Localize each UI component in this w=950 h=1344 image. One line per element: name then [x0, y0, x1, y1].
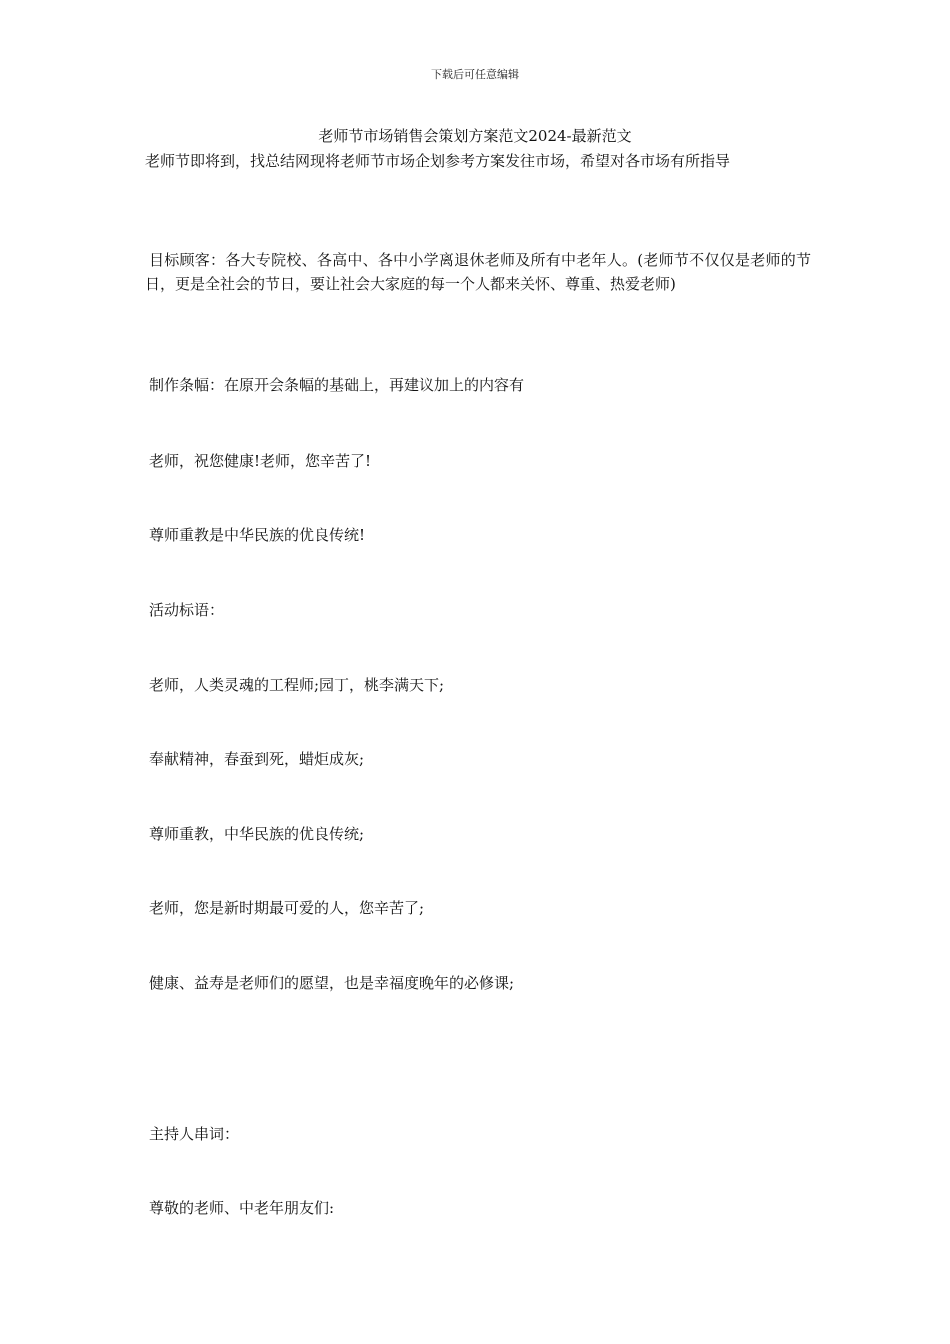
paragraph-banner-line-2: 尊师重教是中华民族的优良传统! [149, 526, 366, 544]
paragraph-slogans-heading: 活动标语： [149, 601, 225, 619]
paragraph-banner: 制作条幅：在原开会条幅的基础上，再建议加上的内容有 [149, 376, 525, 394]
paragraph-slogan-1: 老师，人类灵魂的工程师;园丁，桃李满天下; [149, 676, 445, 694]
paragraph-slogan-4: 老师，您是新时期最可爱的人，您辛苦了; [149, 899, 425, 917]
paragraph-target-customers: 目标顾客：各大专院校、各高中、各中小学离退休老师及所有中老年人。(老师节不仅仅是老师的节日，更是全社会的节日，要让社会大家庭的每一个人都来关怀、尊重、热爱老师) [145, 251, 811, 293]
document-title: 老师节市场销售会策划方案范文2024-最新范文 [318, 127, 632, 145]
paragraph-slogan-2: 奉献精神，春蚕到死，蜡炬成灰; [149, 750, 365, 768]
header-note: 下载后可任意编辑 [431, 68, 519, 81]
paragraph-slogan-5: 健康、益寿是老师们的愿望，也是幸福度晚年的必修课; [149, 974, 515, 992]
paragraph-host-greeting: 尊敬的老师、中老年朋友们: [149, 1199, 335, 1217]
paragraph-slogan-3: 尊师重教，中华民族的优良传统; [149, 825, 365, 843]
paragraph-banner-line-1: 老师，祝您健康!老师，您辛苦了! [149, 452, 372, 470]
intro-paragraph: 老师节即将到，找总结网现将老师节市场企划参考方案发往市场，希望对各市场有所指导 [145, 152, 731, 170]
paragraph-host-script-heading: 主持人串词： [149, 1125, 240, 1143]
